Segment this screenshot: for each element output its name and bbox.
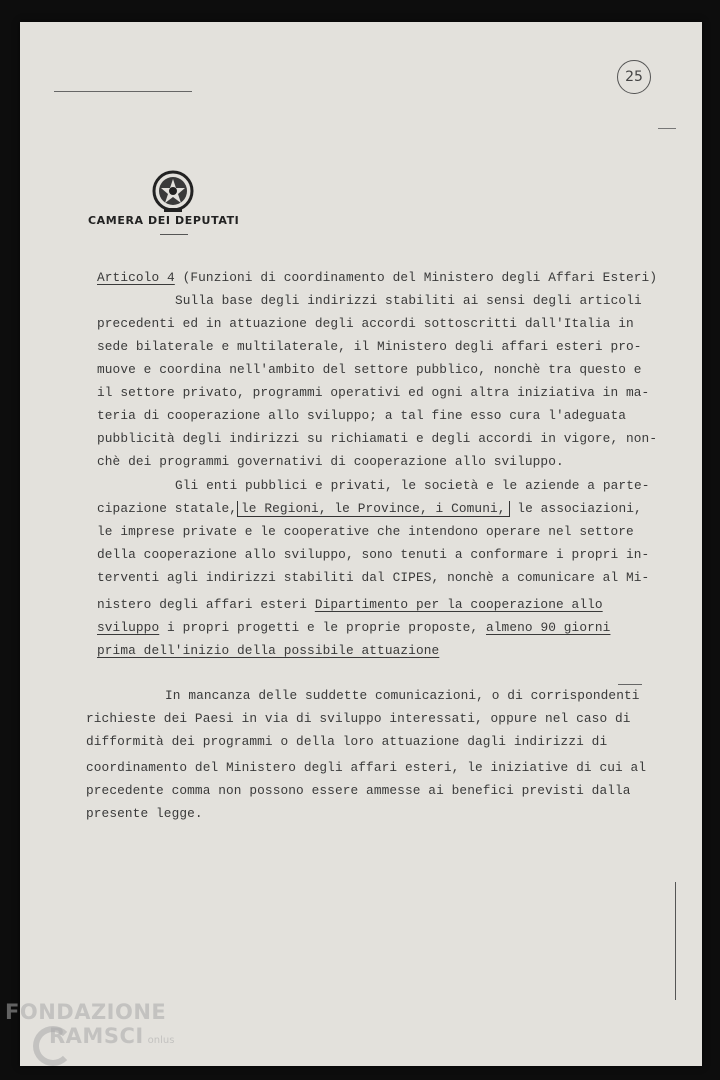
text-line bbox=[97, 501, 642, 516]
italian-republic-emblem-icon bbox=[150, 168, 196, 214]
text-line: della cooperazione allo sviluppo, sono tenuti a conformare i propri in- bbox=[97, 547, 650, 562]
divider bbox=[160, 234, 188, 235]
divider bbox=[658, 128, 676, 129]
text-line: Gli enti pubblici e privati, le società e le aziende a parte- bbox=[175, 478, 650, 493]
underlined-segment: prima dell'inizio della possibile attuazione bbox=[97, 643, 440, 658]
text-line: presente legge. bbox=[86, 806, 203, 821]
page-number: 25 bbox=[617, 60, 651, 94]
text-segment: nistero degli affari esteri bbox=[97, 597, 315, 612]
watermark-line: FONDAZIONE bbox=[5, 1000, 167, 1024]
text-line: sede bilaterale e multilaterale, il Ministero degli affari esteri pro- bbox=[97, 339, 642, 354]
text-line: il settore privato, programmi operativi ed ogni altra iniziativa in ma- bbox=[97, 385, 650, 400]
text-line: precedenti ed in attuazione degli accordi sottoscritti dall'Italia in bbox=[97, 316, 634, 331]
underlined-segment: almeno 90 giorni bbox=[485, 620, 611, 635]
text-line: difformità dei programmi o della loro attuazione dagli indirizzi di bbox=[86, 734, 608, 749]
watermark bbox=[5, 1000, 174, 1048]
text-segment: le associazioni, bbox=[509, 501, 642, 516]
article-number: Articolo 4 bbox=[97, 270, 175, 285]
text-line: coordinamento del Ministero degli affari esteri, le iniziative di cui al bbox=[86, 760, 647, 775]
text-line: precedente comma non possono essere ammesse ai benefici previsti dalla bbox=[86, 783, 631, 798]
watermark-g-icon bbox=[33, 1026, 73, 1066]
text-line bbox=[97, 620, 610, 635]
watermark-line: onlus bbox=[147, 1035, 175, 1046]
text-line: terventi agli indirizzi stabiliti dal CIPES, nonchè a comunicare al Mi- bbox=[97, 570, 650, 585]
underlined-segment: sviluppo bbox=[97, 620, 160, 635]
text-line bbox=[97, 643, 439, 658]
article-heading bbox=[97, 270, 657, 285]
text-line: pubblicità degli indirizzi su richiamati e degli accordi in vigore, non- bbox=[97, 431, 658, 446]
text-line: In mancanza delle suddette comunicazioni, o di corrispondenti bbox=[165, 688, 640, 703]
article-title: (Funzioni di coordinamento del Ministero degli Affari Esteri) bbox=[174, 270, 658, 285]
text-line: chè dei programmi governativi di cooperazione allo sviluppo. bbox=[97, 454, 564, 469]
divider bbox=[618, 684, 642, 685]
handwritten-insertion: le Regioni, le Province, i Comuni, bbox=[237, 501, 510, 517]
text-line: muove e coordina nell'ambito del settore pubblico, nonchè tra questo e bbox=[97, 362, 642, 377]
text-segment: cipazione statale, bbox=[97, 501, 238, 516]
text-line bbox=[97, 597, 603, 612]
chamber-title: CAMERA DEI DEPUTATI bbox=[88, 214, 240, 227]
text-line: le imprese private e le cooperative che intendono operare nel settore bbox=[97, 524, 634, 539]
document-page bbox=[20, 22, 702, 1066]
underlined-segment: Dipartimento per la cooperazione allo bbox=[314, 597, 603, 612]
margin-line bbox=[675, 882, 676, 1000]
text-segment: i propri progetti e le proprie proposte, bbox=[159, 620, 486, 635]
watermark-line: RAMSCI bbox=[49, 1024, 144, 1048]
text-line: richieste dei Paesi in via di sviluppo interessati, oppure nel caso di bbox=[86, 711, 631, 726]
text-line: teria di cooperazione allo sviluppo; a tal fine esso cura l'adeguata bbox=[97, 408, 626, 423]
text-line: Sulla base degli indirizzi stabiliti ai sensi degli articoli bbox=[175, 293, 642, 308]
divider bbox=[54, 91, 192, 92]
